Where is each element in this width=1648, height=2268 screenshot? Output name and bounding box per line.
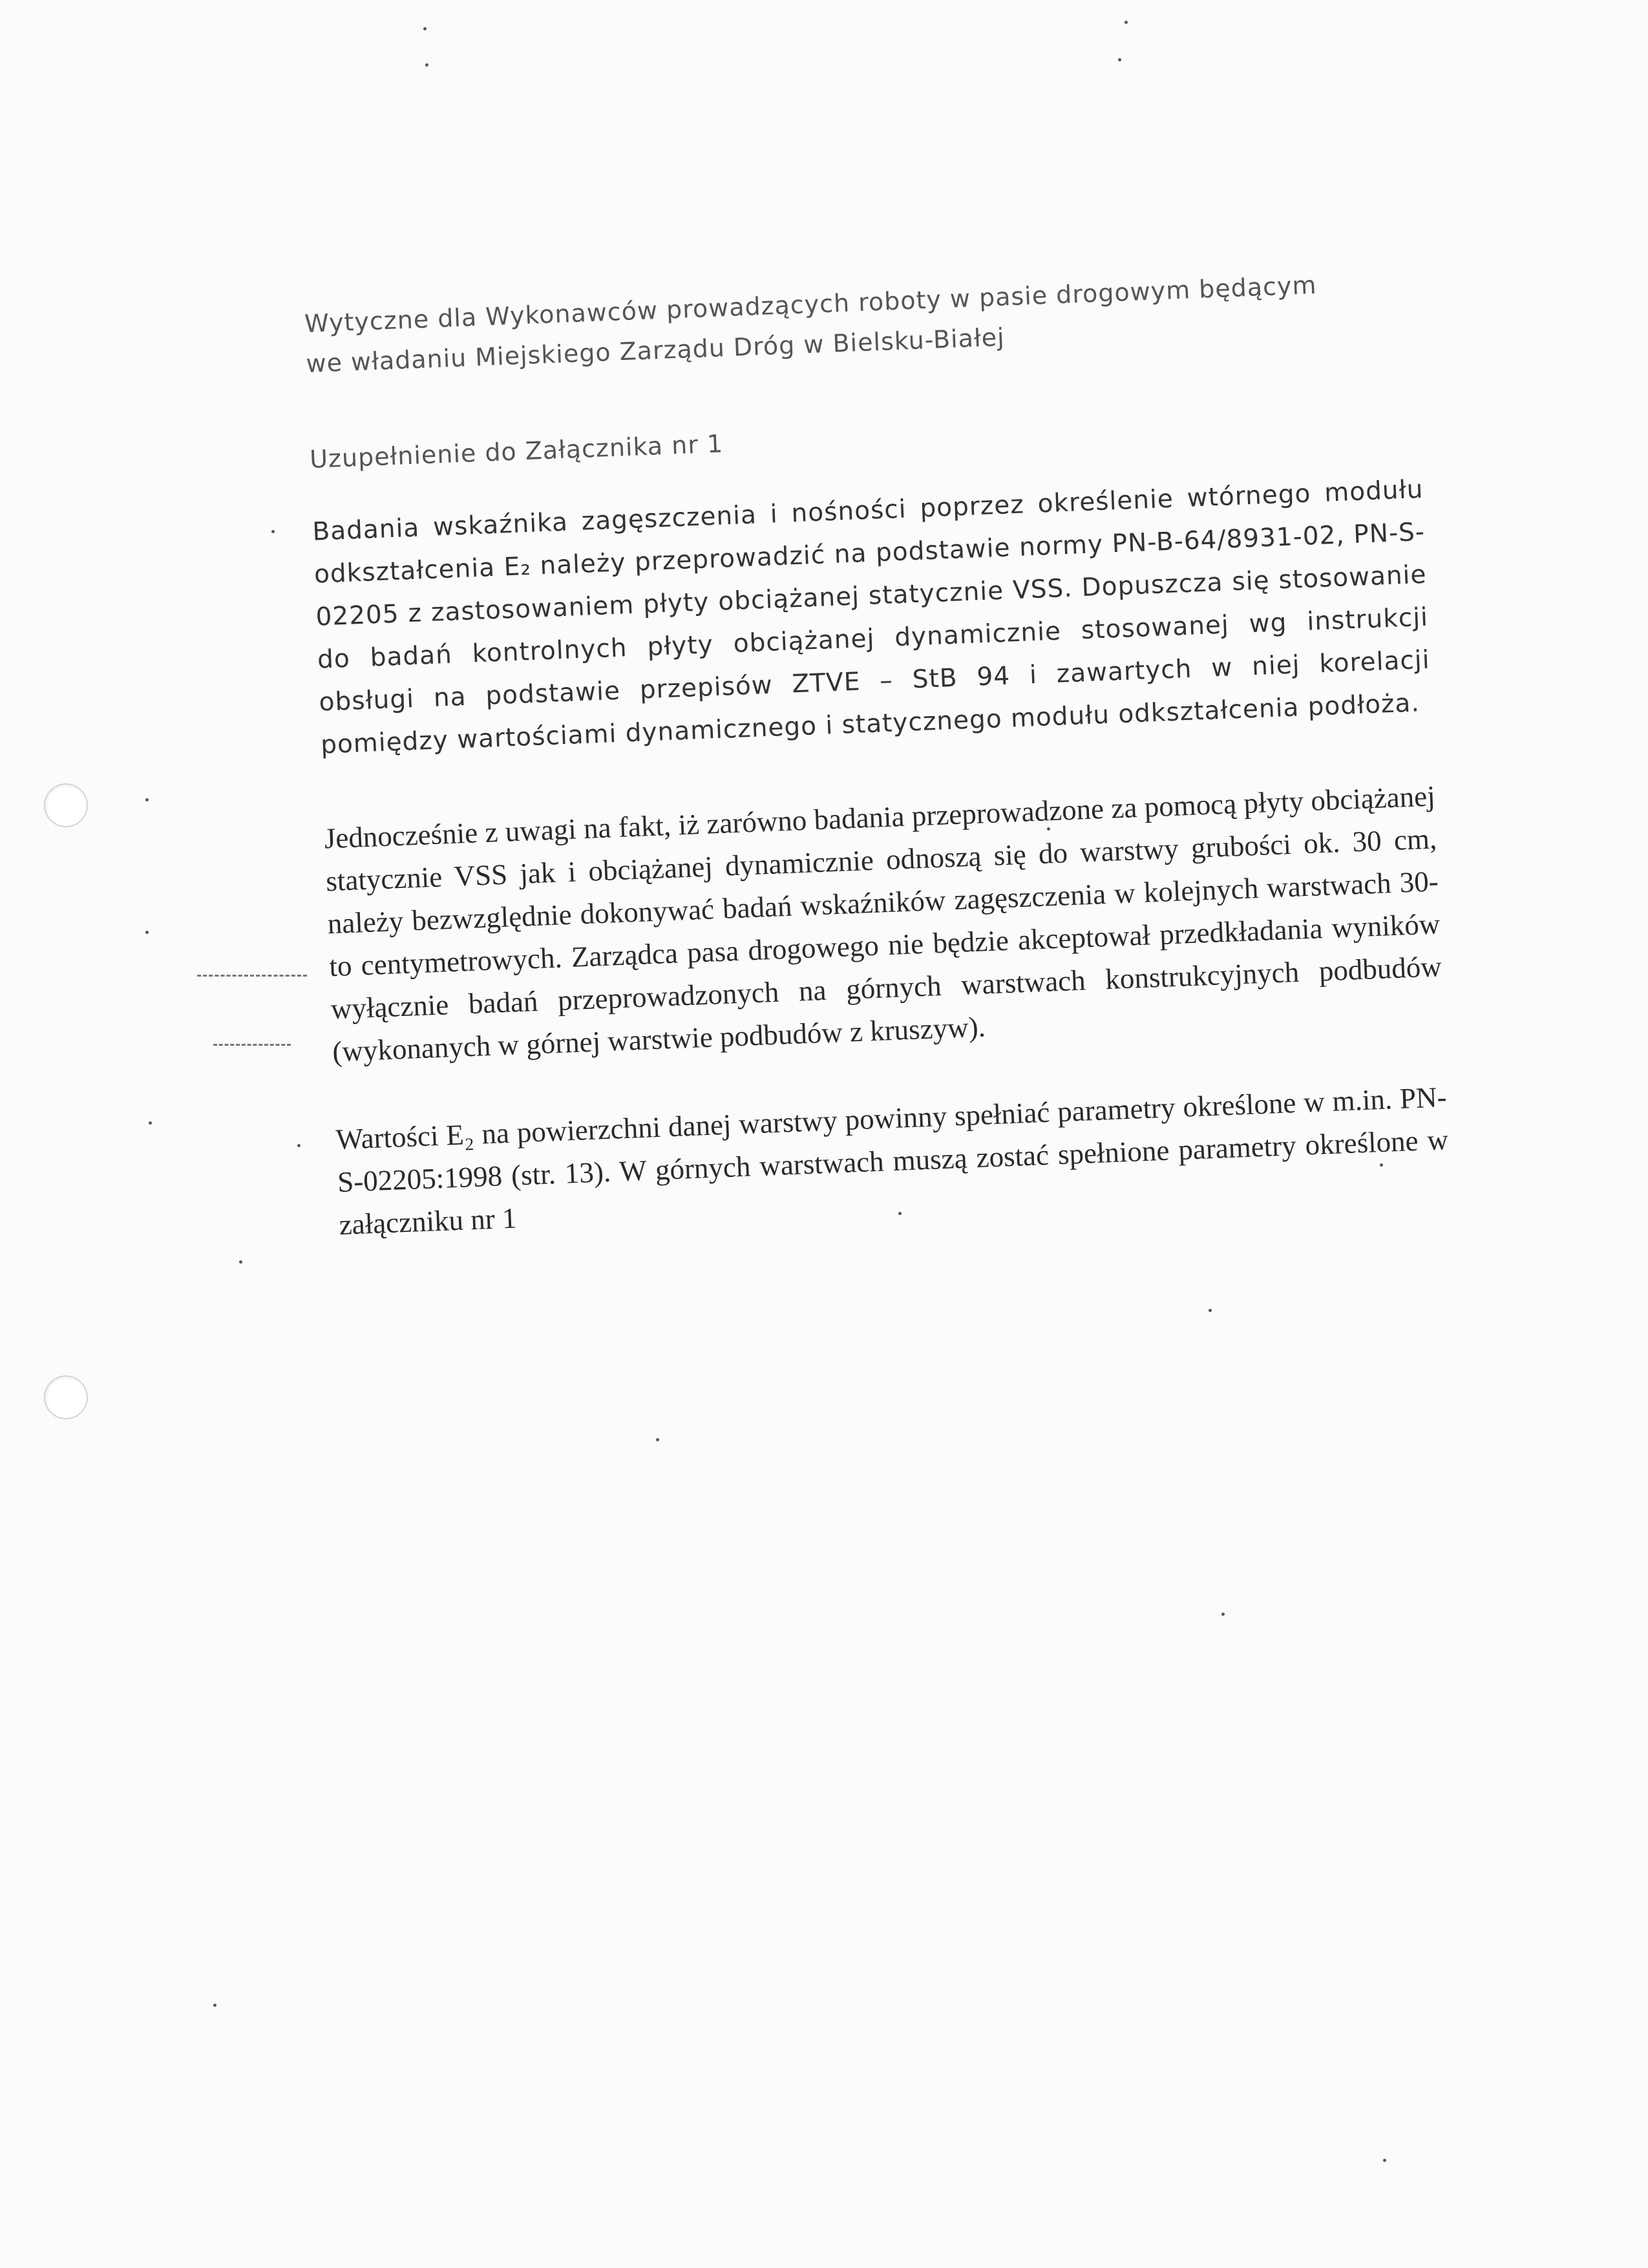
- scan-dash-line: [197, 975, 307, 977]
- paragraph-1: Badania wskaźnika zagęszczenia i nośności poprzez określenie wtórnego modułu odkształcenia E₂ należy przeprowadzić na podstawie normy PN-B-64/8931-02, PN-S-02205 z zastosowaniem płyty obciążanej statycznie VSS. Dopuszcza się stosowanie do badań kontrolnych płyty obciążanej dynamicznie stosowanej wg instrukcji obsługi na podstawie przepisów ZTVE – StB 94 i zawartych w niej korelacji pomiędzy wartościami dynamicznego i statycznego modułu odkształcenia podłoża.: [312, 474, 1431, 760]
- paragraph-3: Wartości E₂ na powierzchni danej warstwy powinny spełniać parametry określone w m.in. PN-S-02205:1998 (str. 13). W górnych warstwach muszą zostać spełnione parametry określone w załączniku nr 1: [335, 1081, 1449, 1241]
- scan-speck: [145, 798, 149, 801]
- scan-speck: [297, 1144, 301, 1147]
- scan-speck: [1221, 1613, 1225, 1616]
- scan-speck: [213, 2004, 217, 2007]
- scan-speck: [425, 63, 428, 67]
- scan-speck: [149, 1121, 152, 1125]
- paragraph-2: Jednocześnie z uwagi na fakt, iż zarówno badania przeprowadzone za pomocą płyty obciążanej statycznie VSS jak i obciążanej dynamicznie odnoszą się do warstwy grubości ok. 30 cm, należy bezwzględnie dokonywać badań wskaźników zagęszczenia w kolejnych warstwach 30-to centymetrowych. Zarządca pasa drogowego nie będzie akceptował przedkładania wyników wyłącznie badań przeprowadzonych na górnych warstwach konstrukcyjnych podbudów (wykonanych w górnej warstwie podbudów z kruszyw).: [323, 779, 1442, 1068]
- punch-hole-bottom: [44, 1375, 88, 1419]
- scan-speck: [271, 530, 275, 533]
- document-body: [304, 261, 1451, 1246]
- scan-speck: [145, 931, 149, 934]
- scan-speck: [1209, 1309, 1212, 1312]
- scan-speck: [423, 27, 427, 30]
- scan-speck: [239, 1260, 242, 1264]
- header-line-1: Wytyczne dla Wykonawców prowadzących roboty w pasie drogowym będącym: [304, 270, 1318, 338]
- punch-hole-top: [44, 783, 88, 827]
- subheader: Uzupełnienie do Załącznika nr 1: [309, 429, 724, 474]
- scan-speck: [1125, 21, 1128, 24]
- scan-speck: [1118, 58, 1121, 61]
- header-line-2: we władaniu Miejskiego Zarządu Dróg w Bielsku-Białej: [305, 323, 1006, 378]
- scan-speck: [1383, 2159, 1386, 2162]
- scan-speck: [656, 1438, 659, 1441]
- scan-dash-line: [213, 1044, 291, 1046]
